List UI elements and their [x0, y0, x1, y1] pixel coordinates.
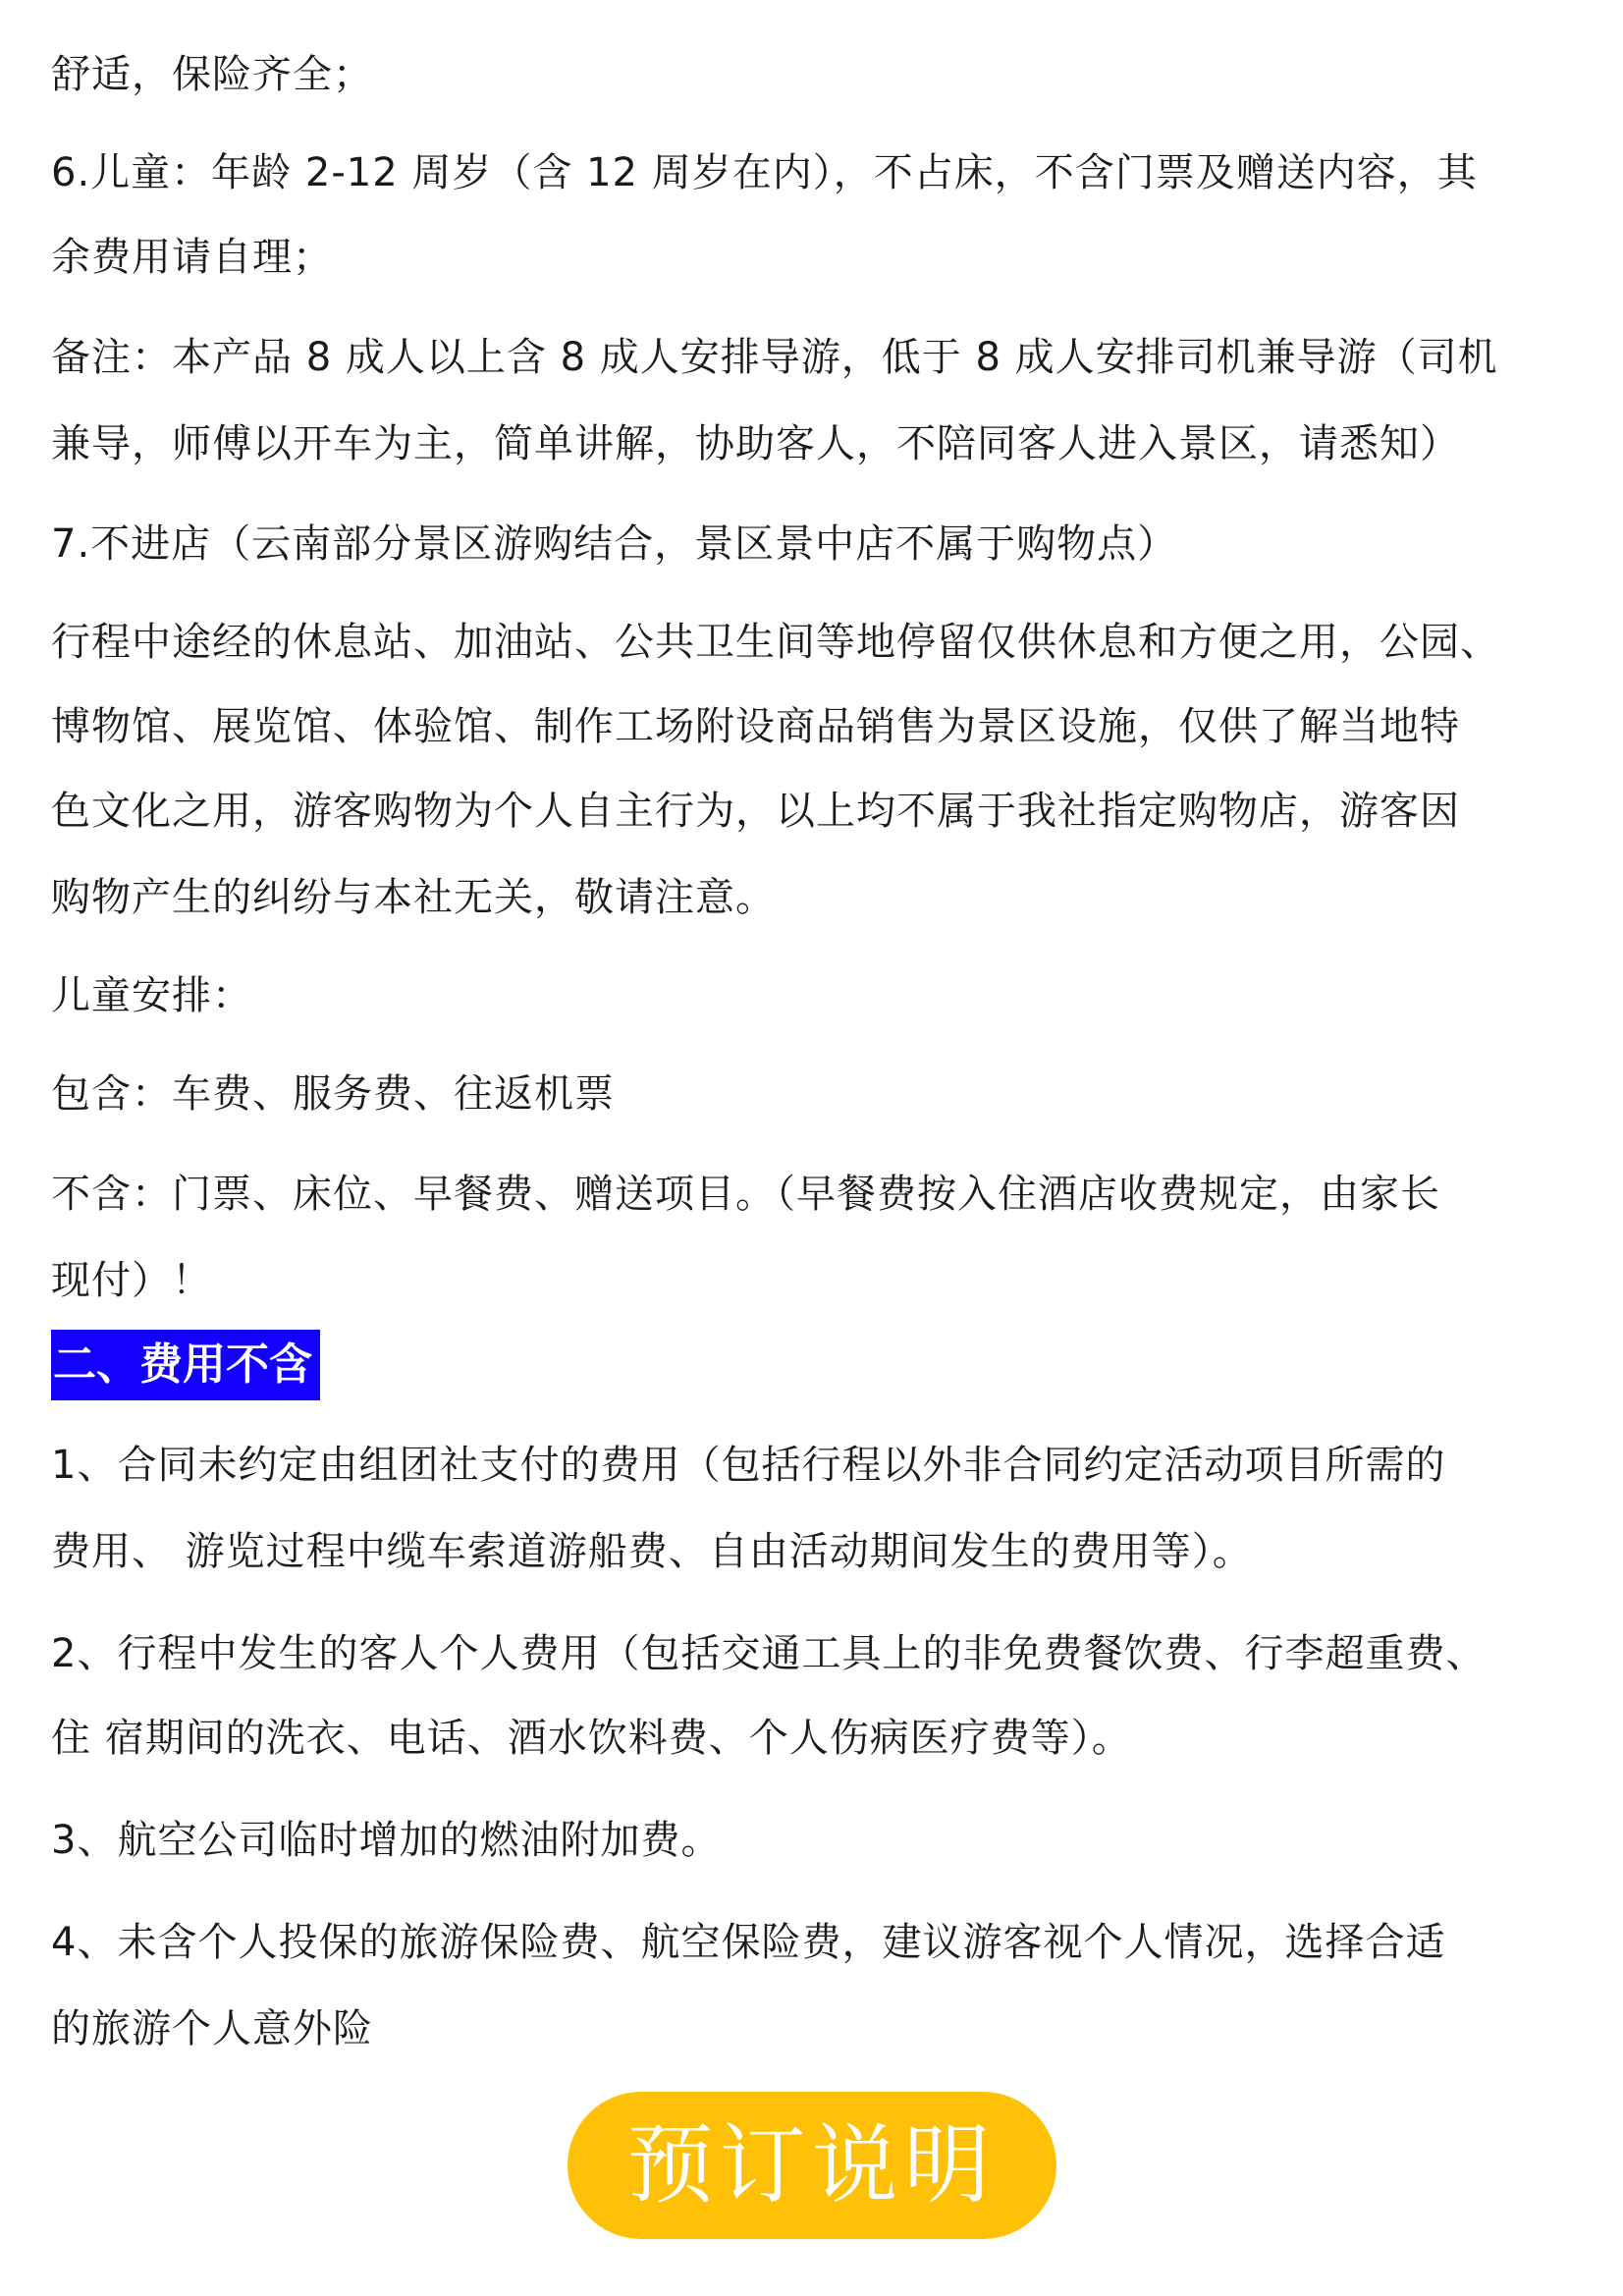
text-line: 舒适，保险齐全；	[51, 52, 373, 97]
cta-container	[0, 2092, 1623, 2239]
text-line: 兼导，师傅以开车为主，简单讲解，协助客人，不陪同客人进入景区，请悉知）	[51, 421, 1460, 466]
text-line: 6.儿童：年龄 2-12 周岁（含 12 周岁在内），不占床，不含门票及赠送内容，其	[51, 150, 1478, 195]
exclusion-line: 的旅游个人意外险	[51, 2006, 373, 2051]
exclusion-line: 费用、 游览过程中缆车索道游船费、自由活动期间发生的费用等）。	[51, 1529, 1253, 1574]
text-line: 备注：本产品 8 成人以上含 8 成人安排导游，低于 8 成人安排司机兼导游（司机	[51, 335, 1498, 380]
exclusion-line: 2、行程中发生的客人个人费用（包括交通工具上的非免费餐饮费、行李超重费、	[51, 1631, 1487, 1676]
text-line: 不含：门票、床位、早餐费、赠送项目。（早餐费按入住酒店收费规定，由家长	[51, 1172, 1440, 1217]
text-line: 包含：车费、服务费、往返机票	[51, 1071, 615, 1117]
text-line: 购物产生的纠纷与本社无关，敬请注意。	[51, 875, 776, 920]
exclusion-line: 住 宿期间的洗衣、电话、酒水饮料费、个人伤病医疗费等）。	[51, 1716, 1132, 1761]
text-line: 儿童安排：	[51, 973, 252, 1018]
exclusion-line: 1、合同未约定由组团社支付的费用（包括行程以外非合同约定活动项目所需的	[51, 1443, 1446, 1488]
text-line: 博物馆、展览馆、体验馆、制作工场附设商品销售为景区设施，仅供了解当地特	[51, 704, 1460, 749]
booking-info-button[interactable]: 预订说明	[568, 2092, 1056, 2239]
text-line: 行程中途经的休息站、加油站、公共卫生间等地停留仅供休息和方便之用，公园、	[51, 620, 1500, 665]
exclusion-line: 3、航空公司临时增加的燃油附加费。	[51, 1818, 722, 1863]
text-line: 色文化之用，游客购物为个人自主行为，以上均不属于我社指定购物店，游客因	[51, 789, 1460, 834]
section-heading-fee-exclusions: 二、费用不含	[51, 1330, 320, 1400]
exclusion-line: 4、未含个人投保的旅游保险费、航空保险费，建议游客视个人情况，选择合适	[51, 1920, 1446, 1965]
text-line: 余费用请自理；	[51, 235, 333, 280]
text-line: 现付）！	[51, 1258, 212, 1303]
text-line: 7.不进店（云南部分景区游购结合，景区景中店不属于购物点）	[51, 521, 1178, 567]
